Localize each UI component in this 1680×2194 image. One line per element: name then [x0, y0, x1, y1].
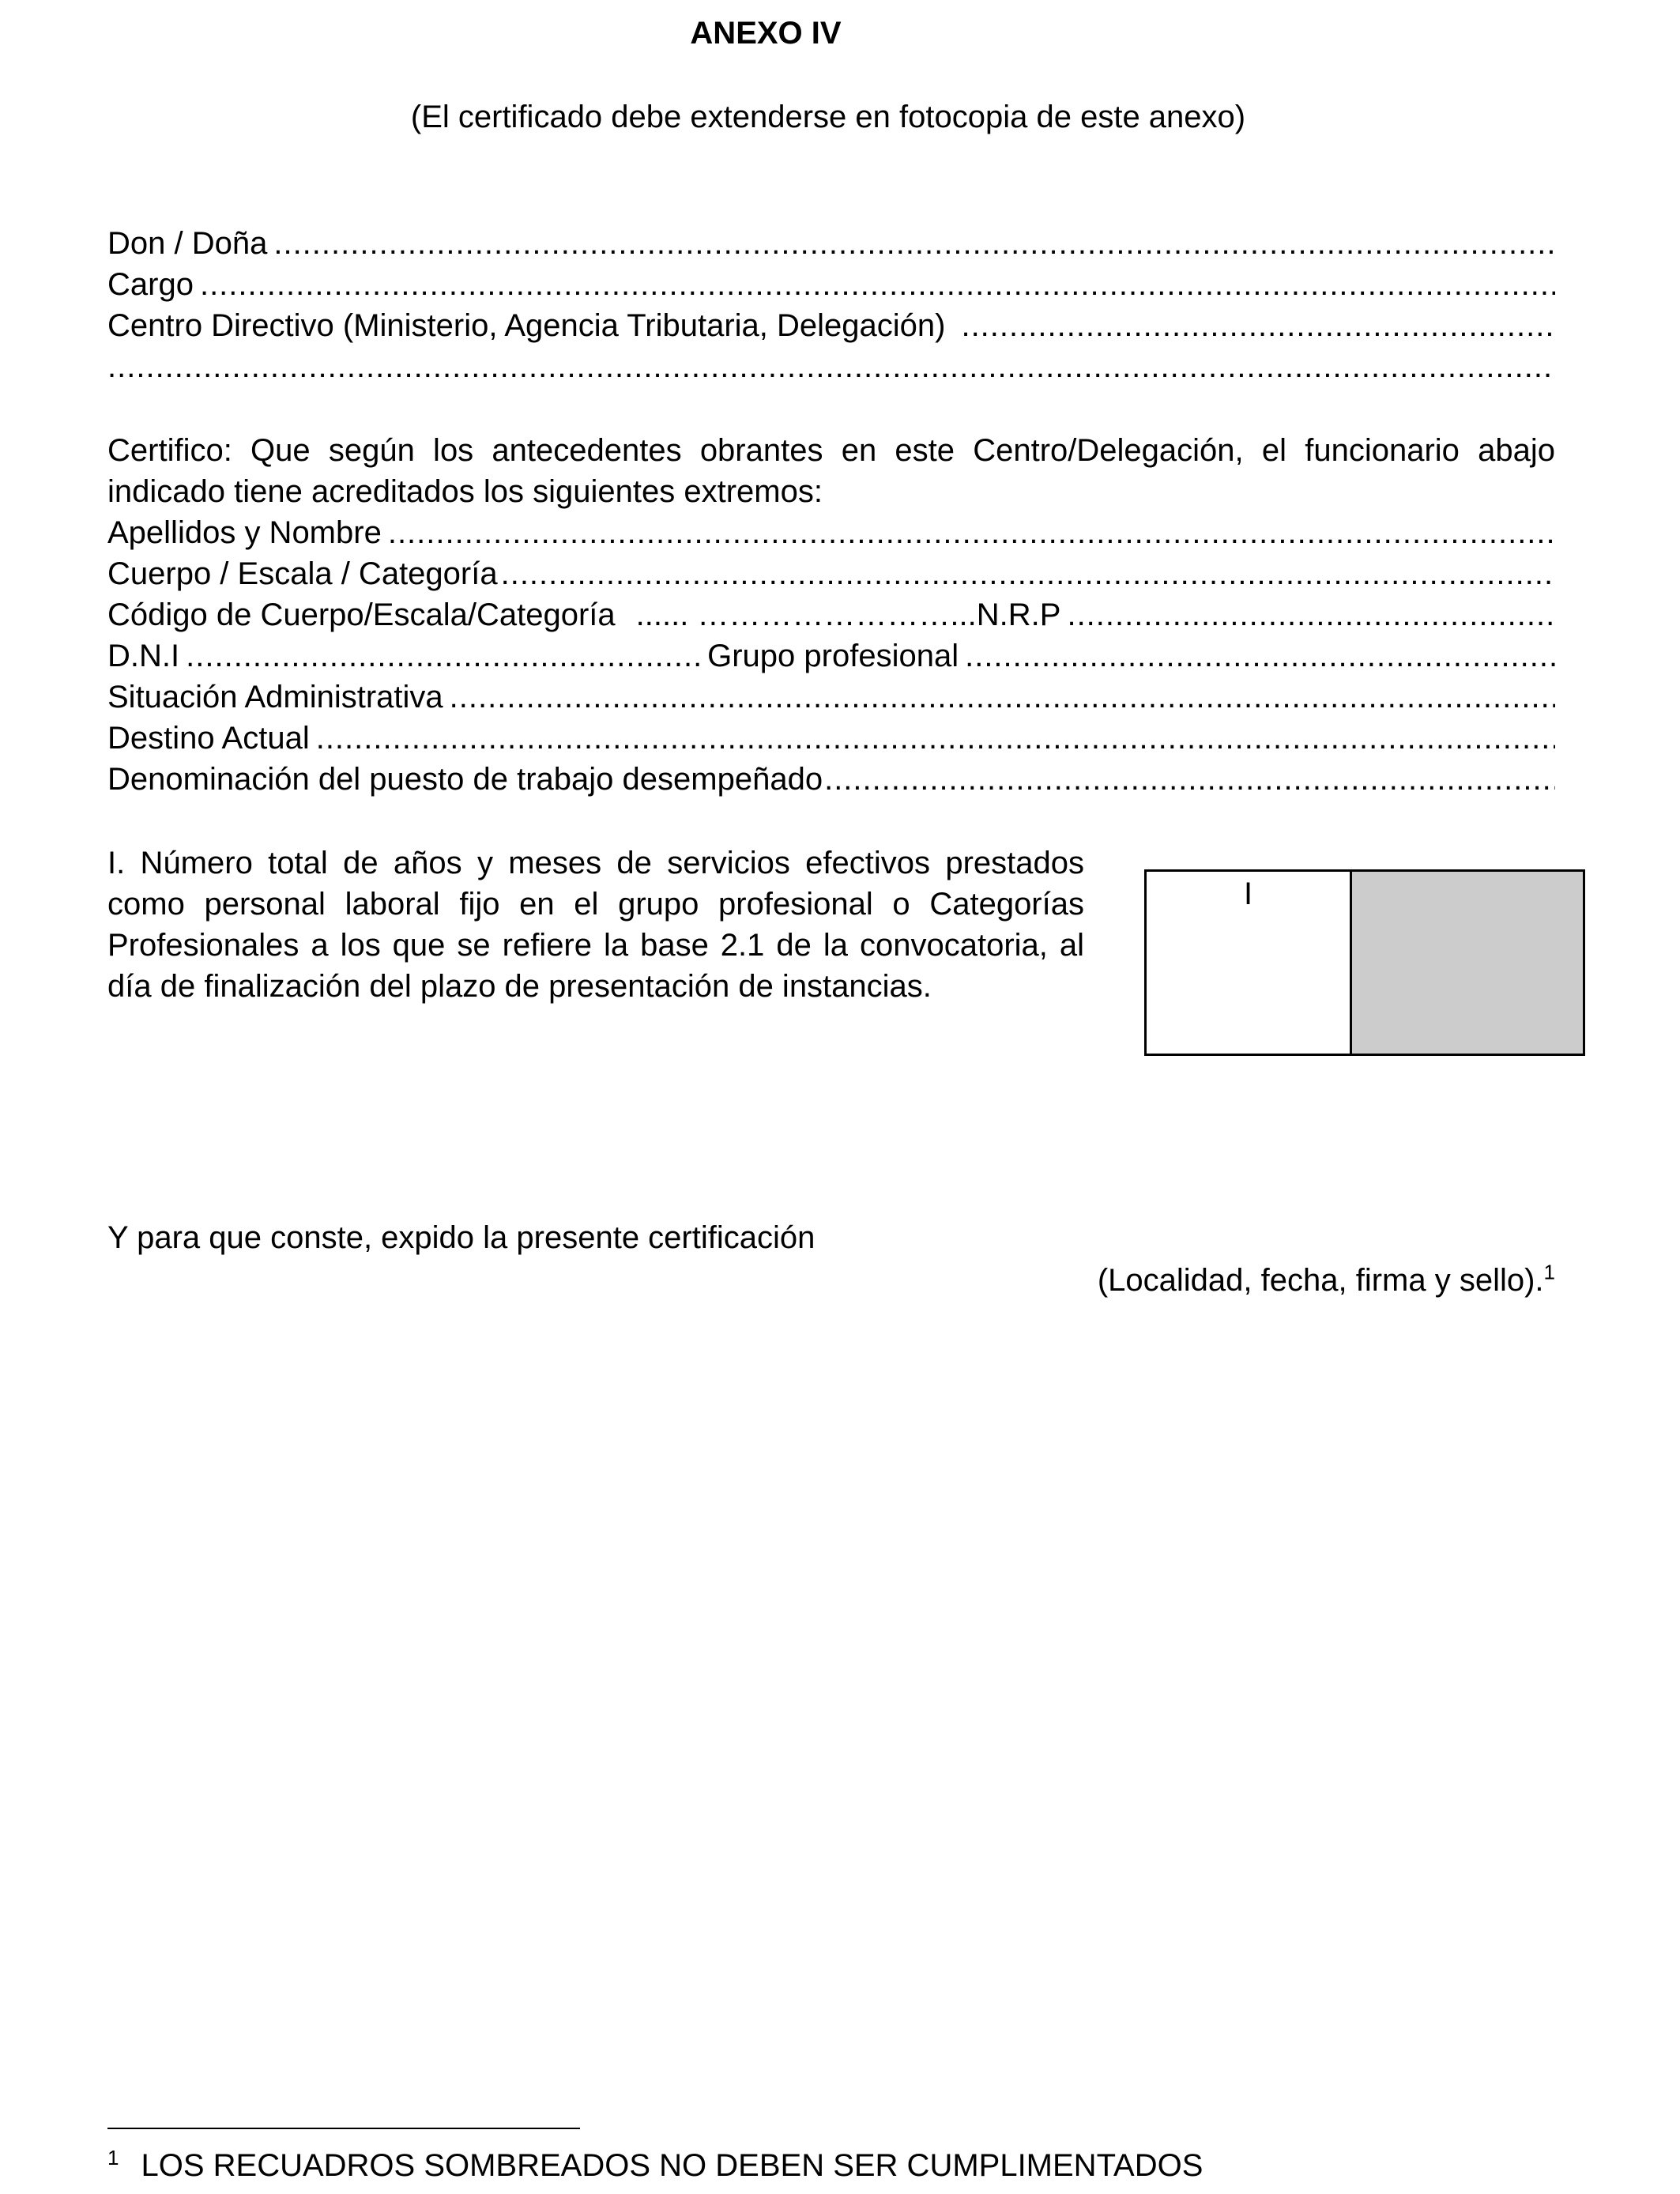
box-shaded-cell — [1352, 872, 1583, 1054]
field-label: Don / Doña — [107, 226, 268, 261]
section-i-text — [107, 843, 1084, 1007]
document-title: ANEXO IV — [690, 16, 842, 51]
certify-paragraph — [107, 430, 1555, 512]
signature-text: (Localidad, fecha, firma y sello). — [1097, 1263, 1544, 1298]
section-i-line-1: I. Número total de años y meses de servicios efectivos prestados — [107, 846, 1084, 880]
field-centro-directivo[interactable] — [107, 305, 1555, 346]
field-label: Denominación del puesto de trabajo desempeñado — [107, 762, 823, 797]
field-label: Destino Actual — [107, 721, 310, 756]
footnote-ref: 1 — [1543, 1260, 1555, 1284]
closing-text: Y para que conste, expido la presente certificación — [107, 1220, 816, 1255]
fill-dots — [200, 264, 1555, 305]
field-label: Centro Directivo (Ministerio, Agencia Tributaria, Delegación) — [107, 308, 946, 343]
field-label: Situación Administrativa — [107, 680, 443, 714]
grupo-label: Grupo profesional — [707, 639, 959, 673]
field-label: Apellidos y Nombre — [107, 515, 382, 550]
field-label: Código de Cuerpo/Escala/Categoría — [107, 598, 616, 632]
fill-dots — [273, 223, 1555, 264]
fill-dots — [965, 635, 1555, 677]
nrp-label: N.R.P — [976, 598, 1061, 632]
signature-line — [1098, 1260, 1555, 1301]
footnote — [107, 2145, 1203, 2186]
fill-dots — [107, 346, 1555, 387]
dni-label: D.N.I — [107, 639, 180, 673]
document-subtitle: (El certificado debe extenderse en fotocopia de este anexo) — [410, 100, 1246, 134]
codigo-dots: ...... ……………………... — [635, 598, 977, 632]
fill-dots — [501, 553, 1555, 594]
certify-line-1: Certifico: Que según los antecedentes obrantes en este Centro/Delegación, el funcionario abajo — [107, 433, 1555, 468]
fill-dots — [824, 759, 1555, 800]
field-don-dona[interactable] — [107, 223, 1555, 264]
field-apellidos-nombre[interactable] — [107, 512, 1555, 553]
fill-dots — [450, 677, 1555, 718]
field-dni-grupo[interactable] — [107, 635, 1555, 677]
footnote-mark: 1 — [107, 2145, 119, 2169]
section-i-line-2: como personal laboral fijo en el grupo profesional o Categorías — [107, 887, 1084, 922]
field-destino[interactable] — [107, 718, 1555, 759]
fill-dots — [186, 635, 701, 677]
fill-dots — [1067, 594, 1555, 635]
field-centro-directivo-continuation[interactable] — [107, 346, 1555, 387]
field-cuerpo-escala[interactable] — [107, 553, 1555, 594]
box-input-cell[interactable] — [1147, 872, 1352, 1054]
footnote-separator — [107, 2128, 580, 2129]
field-label: Cargo — [107, 267, 194, 302]
field-denominacion[interactable] — [107, 759, 1555, 800]
fill-dots — [961, 305, 1555, 346]
certify-line-2: indicado tiene acreditados los siguientes extremos: — [107, 474, 823, 509]
fill-dots — [316, 718, 1555, 759]
footnote-text: LOS RECUADROS SOMBREADOS NO DEBEN SER CUMPLIMENTADOS — [141, 2148, 1203, 2183]
field-cargo[interactable] — [107, 264, 1555, 305]
field-situacion[interactable] — [107, 677, 1555, 718]
fill-dots — [388, 512, 1555, 553]
section-i-line-3: Profesionales a los que se refiere la base 2.1 de la convocatoria, al — [107, 928, 1084, 963]
field-codigo-nrp[interactable] — [107, 594, 1555, 635]
field-label: Cuerpo / Escala / Categoría — [107, 556, 498, 591]
box-label: I — [1243, 876, 1253, 911]
section-i-line-4: día de finalización del plazo de presentación de instancias. — [107, 969, 932, 1004]
section-i-box — [1144, 869, 1585, 1056]
